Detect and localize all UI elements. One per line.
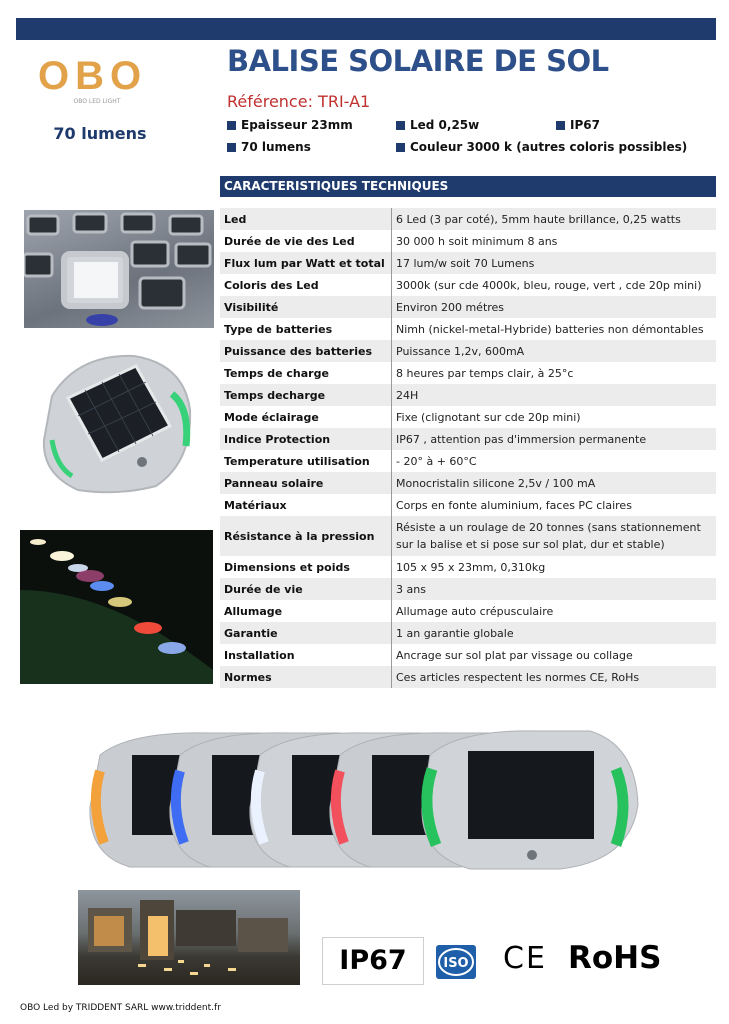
- spec-label: Garantie: [220, 622, 392, 644]
- product-green-led-photo: [38, 350, 196, 500]
- spec-label: Coloris des Led: [220, 274, 392, 296]
- brand-logo-text: OBO: [38, 54, 148, 98]
- spec-label: Allumage: [220, 600, 392, 622]
- spec-value: 1 an garantie globale: [392, 622, 717, 644]
- color-range-photo: [70, 725, 660, 875]
- spec-row: [220, 516, 716, 556]
- spec-row: [220, 578, 716, 600]
- spec-row: [220, 274, 716, 296]
- spec-row: [220, 644, 716, 666]
- spec-value: Fixe (clignotant sur cde 20p mini): [392, 406, 717, 428]
- spec-value: 8 heures par temps clair, à 25°c: [392, 362, 717, 384]
- spec-label: Temperature utilisation: [220, 450, 392, 472]
- spec-label: Résistance à la pression: [220, 516, 392, 556]
- spec-row: [220, 296, 716, 318]
- spec-label: Panneau solaire: [220, 472, 392, 494]
- spec-label: Installation: [220, 644, 392, 666]
- spec-value: 30 000 h soit minimum 8 ans: [392, 230, 717, 252]
- spec-label: Puissance des batteries: [220, 340, 392, 362]
- brand-logo-subtitle: OBO LED LIGHT: [73, 98, 121, 105]
- spec-label: Durée de vie: [220, 578, 392, 600]
- bullet-square-icon: [396, 121, 405, 130]
- spec-row: [220, 666, 716, 688]
- spec-label: Type de batteries: [220, 318, 392, 340]
- feature-led-power: Led 0,25w: [396, 118, 479, 132]
- spec-row: [220, 494, 716, 516]
- spec-label: Dimensions et poids: [220, 556, 392, 578]
- spec-label: Mode éclairage: [220, 406, 392, 428]
- spec-row: [220, 252, 716, 274]
- spec-value: 3 ans: [392, 578, 717, 600]
- bullet-square-icon: [227, 143, 236, 152]
- rohs-mark: RoHS: [568, 940, 662, 976]
- feature-ip-rating: IP67: [556, 118, 600, 132]
- spec-row: [220, 428, 716, 450]
- feature-color: Couleur 3000 k (autres coloris possibles): [396, 140, 687, 154]
- spec-value: 24H: [392, 384, 717, 406]
- spec-row: [220, 318, 716, 340]
- spec-label: Temps de charge: [220, 362, 392, 384]
- iso-logo: [436, 945, 476, 979]
- product-group-photo: [24, 210, 214, 328]
- ce-mark: CE: [503, 941, 547, 976]
- spec-label: Indice Protection: [220, 428, 392, 450]
- spec-label: Matériaux: [220, 494, 392, 516]
- spec-value: Monocristalin silicone 2,5v / 100 mA: [392, 472, 717, 494]
- spec-value: 6 Led (3 par coté), 5mm haute brillance, 0,25 watts: [392, 208, 717, 230]
- spec-value: 3000k (sur cde 4000k, bleu, rouge, vert , cde 20p mini): [392, 274, 717, 296]
- spec-label: Led: [220, 208, 392, 230]
- spec-row: [220, 406, 716, 428]
- spec-value: 105 x 95 x 23mm, 0,310kg: [392, 556, 717, 578]
- bullet-square-icon: [396, 143, 405, 152]
- spec-value: Environ 200 métres: [392, 296, 717, 318]
- spec-label: Durée de vie des Led: [220, 230, 392, 252]
- spec-value: Ancrage sur sol plat par vissage ou collage: [392, 644, 717, 666]
- spec-label: Visibilité: [220, 296, 392, 318]
- spec-value: 17 lum/w soit 70 Lumens: [392, 252, 717, 274]
- spec-row: [220, 208, 716, 230]
- iso-logo-text: ISO: [443, 956, 469, 971]
- spec-value: Puissance 1,2v, 600mA: [392, 340, 717, 362]
- building-entrance-photo: [78, 890, 300, 985]
- spec-row: [220, 600, 716, 622]
- spec-row: [220, 384, 716, 406]
- ip67-badge: IP67: [322, 937, 424, 985]
- spec-value: - 20° à + 60°C: [392, 450, 717, 472]
- spec-row: [220, 230, 716, 252]
- footer-text: OBO Led by TRIDDENT SARL www.triddent.fr: [20, 1003, 221, 1013]
- spec-value: Corps en fonte aluminium, faces PC claires: [392, 494, 717, 516]
- product-reference: Référence: TRI-A1: [227, 92, 371, 111]
- spec-label: Temps decharge: [220, 384, 392, 406]
- page-title: BALISE SOLAIRE DE SOL: [227, 44, 609, 78]
- spec-row: [220, 472, 716, 494]
- spec-row: [220, 340, 716, 362]
- spec-label: Normes: [220, 666, 392, 688]
- bullet-square-icon: [556, 121, 565, 130]
- brand-logo: [38, 56, 158, 106]
- spec-row: [220, 362, 716, 384]
- bullet-square-icon: [227, 121, 236, 130]
- spec-value: IP67 , attention pas d'immersion permanente: [392, 428, 717, 450]
- spec-row: [220, 450, 716, 472]
- night-pathway-photo: [20, 530, 213, 684]
- spec-value: Résiste a un roulage de 20 tonnes (sans stationnement sur la balise et si pose sur sol plat, dur et stable): [392, 516, 717, 556]
- spec-value: Ces articles respectent les normes CE, RoHs: [392, 666, 717, 688]
- spec-label: Flux lum par Watt et total: [220, 252, 392, 274]
- lumens-callout: 70 lumens: [53, 124, 147, 143]
- feature-lumens: 70 lumens: [227, 140, 311, 154]
- feature-thickness: Epaisseur 23mm: [227, 118, 353, 132]
- spec-value: Nimh (nickel-metal-Hybride) batteries non démontables: [392, 318, 717, 340]
- top-banner-bar: [16, 18, 716, 40]
- spec-row: [220, 556, 716, 578]
- spec-section-header: CARACTERISTIQUES TECHNIQUES: [220, 176, 716, 197]
- spec-value: Allumage auto crépusculaire: [392, 600, 717, 622]
- spec-table: [220, 208, 716, 688]
- spec-row: [220, 622, 716, 644]
